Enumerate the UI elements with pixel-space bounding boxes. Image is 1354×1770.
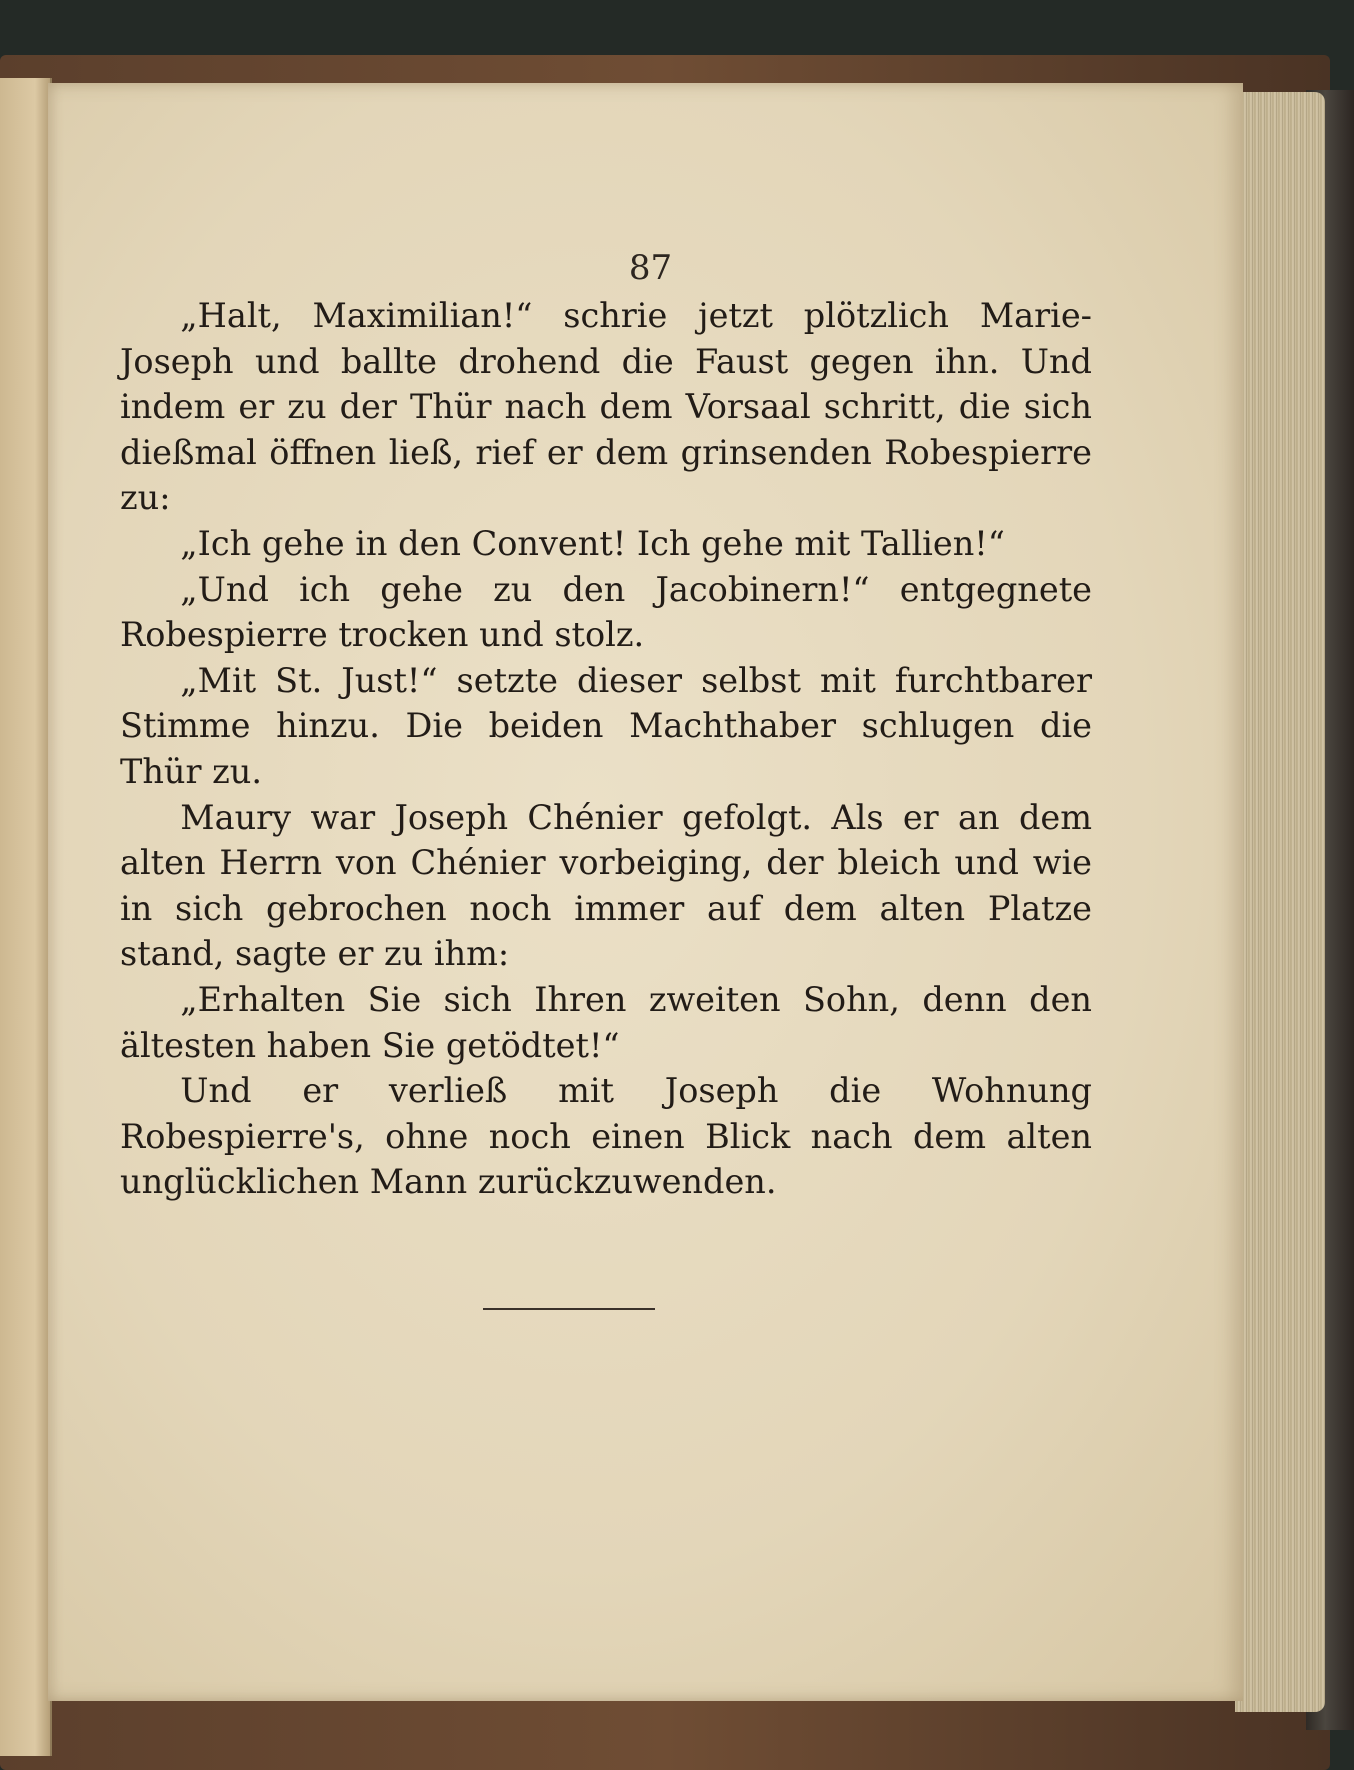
paragraph: „Mit St. Just!“ setzte dieser selbst mit furchtbarer Stimme hinzu. Die beiden Machthaber schlugen die Thür zu. xyxy=(120,660,1092,791)
paragraph: „Ich gehe in den Convent! Ich gehe mit Tallien!“ xyxy=(180,523,1005,563)
book-page xyxy=(48,83,1243,1701)
page-number: 87 xyxy=(628,248,673,288)
page-stack-edge xyxy=(1235,92,1325,1712)
paragraph: „Und ich gehe zu den Jacobinern!“ entgegnete Robespierre trocken und stolz. xyxy=(120,569,1092,655)
paragraph: „Halt, Maximilian!“ schrie jetzt plötzlich Marie-Joseph und ballte drohend die Faust gegen ihn. Und indem er zu der Thür nach dem Vorsaal schritt, die sich dießmal öffnen ließ, rief er dem grinsenden Robespierre zu: xyxy=(120,296,1092,518)
page-text xyxy=(120,293,1092,1205)
paragraph: Und er verließ mit Joseph die Wohnung Robespierre's, ohne noch einen Blick nach dem alten unglücklichen Mann zurückzuwenden. xyxy=(120,1071,1092,1202)
left-page-edge xyxy=(0,78,52,1756)
section-end-rule xyxy=(483,1308,655,1310)
paragraph: Maury war Joseph Chénier gefolgt. Als er an dem alten Herrn von Chénier vorbeiging, der bleich und wie in sich gebrochen noch immer auf dem alten Platze stand, sagte er zu ihm: xyxy=(120,797,1092,974)
paragraph: „Erhalten Sie sich Ihren zweiten Sohn, denn den ältesten haben Sie getödtet!“ xyxy=(120,979,1092,1065)
